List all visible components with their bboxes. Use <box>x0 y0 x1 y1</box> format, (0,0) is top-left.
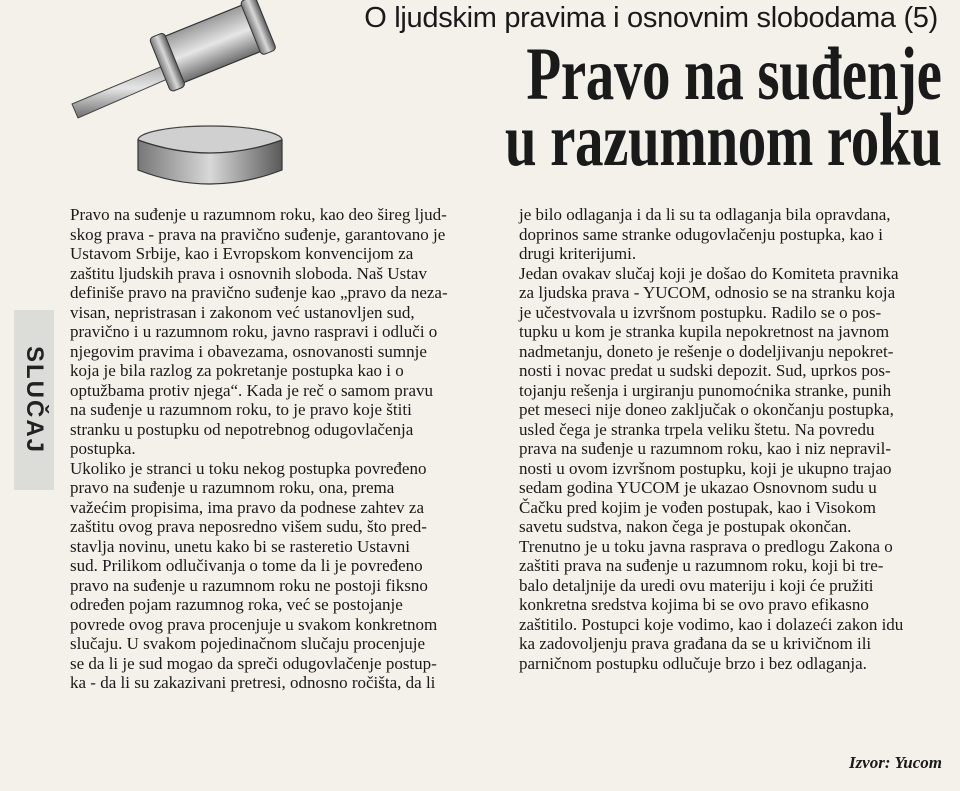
text-line: je bilo odlaganja i da li su ta odlaganja bila opravdana, <box>519 205 891 224</box>
text-line: se da li je sud mogao da spreči odugovlačenje postup- <box>70 653 437 673</box>
text-line: usled čega je stranka trpela veliku štetu. Na povredu <box>519 419 875 439</box>
text-line: Ustavom Srbije, kao i Evropskom konvencijom za <box>70 244 414 263</box>
text-line: pravo na suđenje u razumnom roku, ona, prema <box>70 478 395 497</box>
text-line: važećim propisima, ima pravo da podnese zahtev za <box>70 497 425 517</box>
text-line: pravično i u razumnom roku, javno raspravi i odluči o <box>70 322 438 341</box>
text-line: visan, nepristrasan i zakonom već ustanovljen sud, <box>70 302 415 322</box>
gavel-icon <box>60 0 300 200</box>
text-line: nadmetanju, doneto je rešenje o dodeljivanju nepokret- <box>519 341 894 361</box>
text-line: Čačku pred kojim je vođen postupak, kao i Visokom <box>519 497 877 517</box>
text-line: optužbama protiv njega“. Kada je reč o samom pravu <box>70 380 434 400</box>
text-line: postupka. <box>70 439 136 458</box>
text-line: tojanju rešenja i urgiranju punomoćnika stranke, punih <box>519 380 892 400</box>
source-credit: Izvor: Yucom <box>848 753 942 772</box>
text-line: nosti i novac predat u sudski depozit. Sud, uprkos pos- <box>519 361 891 380</box>
section-label <box>14 310 54 490</box>
text-line: tupku u kom je stranka kupila nepokretnost na javnom <box>519 322 890 341</box>
text-line: stranku u postupku od nepotrebnog odugovlačenja <box>70 419 414 439</box>
text-line: parničnom postupku odlučuje brzo i bez odlaganja. <box>519 653 867 673</box>
text-line: povrede ovog prava procenjuje u svakom konkretnom <box>70 614 438 634</box>
text-line: slučaju. U svakom pojedinačnom slučaju procenjuje <box>70 634 426 653</box>
headline-line-1: Pravo na suđenje <box>526 33 942 116</box>
text-line: ka - da li su zakazivani pretresi, odnosno ročišta, da li <box>70 673 436 692</box>
text-line: drugi kriterijumi. <box>519 244 637 263</box>
text-line: za ljudska prava - YUCOM, odnosio se na stranku koja <box>519 283 896 302</box>
text-line: nosti u ovom izvršnom postupku, koji je ukupno trajao <box>519 458 892 478</box>
text-line: skog prava - prava na pravično suđenje, garantovano je <box>70 224 446 244</box>
text-line: savetu sudstva, nakon čega je postupak okončan. <box>519 517 852 536</box>
headline <box>505 33 942 182</box>
text-line: Jedan ovakav slučaj koji je došao do Komiteta pravnika <box>519 263 899 283</box>
series-title: O ljudskim pravima i osnovnim slobodama (5) <box>364 2 938 34</box>
text-line: prava na suđenje u razumnom roku, kao i niz nepravil- <box>519 439 891 458</box>
text-line: stavlja novinu, unetu kako bi se rasteretio Ustavni <box>70 536 410 556</box>
text-line: Pravo na suđenje u razumnom roku, kao deo šireg ljud- <box>70 205 447 224</box>
text-line: sud. Prilikom odlučivanja o tome da li je povređeno <box>70 556 423 575</box>
text-line: zaštiti prava na suđenje u razumnom roku, koji bi tre- <box>519 556 884 575</box>
text-line: na suđenje u razumnom roku, to je pravo koje štiti <box>70 400 412 419</box>
section-label-text: SLUČAJ <box>21 345 48 455</box>
text-line: zaštitu ljudskih prava i osnovnih sloboda. Naš Ustav <box>70 263 427 283</box>
text-line: ka zadovoljenju prava građana da se u krivičnom ili <box>519 634 872 653</box>
text-line: određen pojam razumnog roka, već se postojanje <box>70 595 403 614</box>
text-line: konkretna sredstva kojima bi se ovo pravo efikasno <box>519 595 869 614</box>
text-line: pravo na suđenje u razumnom roku ne postoji fiksno <box>70 575 428 595</box>
text-line: zaštitilo. Postupci koje vodimo, kao i dolazeći zakon idu <box>519 614 904 634</box>
text-line: Ukoliko je stranci u toku nekog postupka povređeno <box>70 458 427 478</box>
article-column-2 <box>519 205 944 673</box>
text-line: sedam godina YUCOM je ukazao Osnovnom sudu u <box>519 478 877 497</box>
text-line: je učestvovala u izvršnom postupku. Radilo se o pos- <box>519 302 882 322</box>
headline-line-2: u razumnom roku <box>505 99 942 182</box>
text-line: Trenutno je u toku javna rasprava o predlogu Zakona o <box>519 536 893 556</box>
text-line: koja je bila razlog za pokretanje postupka kao i o <box>70 361 404 380</box>
text-line: balo detaljnije da uredi ovu materiju i koji će pružiti <box>519 575 874 595</box>
text-line: njegovim pravima i obavezama, osnovanosti sumnje <box>70 341 427 361</box>
text-line: pet meseci nije doneo zaključak o okončanju postupka, <box>519 400 894 419</box>
text-line: doprinos same stranke odugovlačenju postupka, kao i <box>519 224 884 244</box>
article-column-1 <box>70 205 490 693</box>
text-line: definiše pravo na pravično suđenje kao „pravo da neza- <box>70 283 448 302</box>
text-line: zaštitu ovog prava neposredno višem sudu, što pred- <box>70 517 427 536</box>
